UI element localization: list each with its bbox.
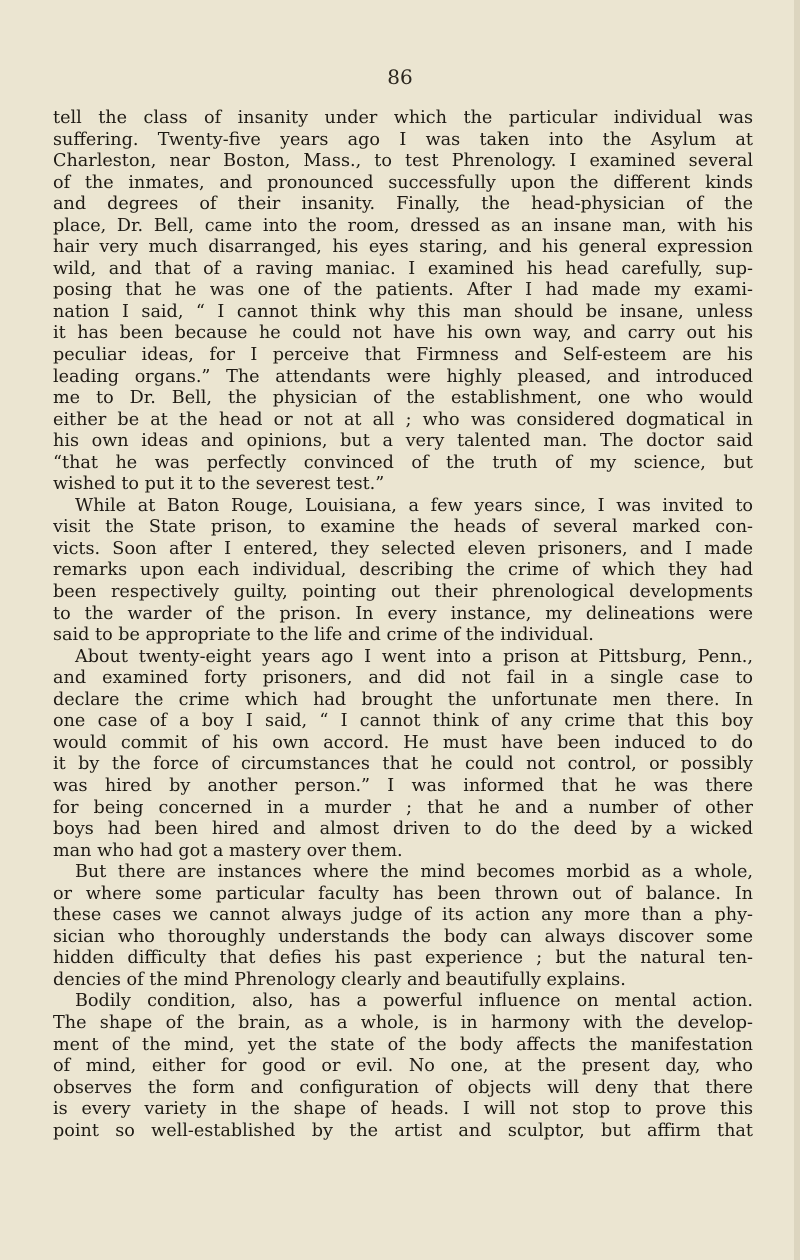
text-line: boys had been hired and almost driven to do the deed by a wicked — [53, 819, 753, 840]
text-line: tell the class of insanity under which the particular individual was — [53, 108, 753, 128]
text-line: The shape of the brain, as a whole, is in harmony with the develop- — [53, 1012, 753, 1033]
text-line: said to be appropriate to the life and crime of the individual. — [53, 625, 594, 646]
page-edge — [794, 0, 800, 1260]
text-line: me to Dr. Bell, the physician of the establishment, one who would — [53, 388, 753, 409]
text-line: wished to put it to the severest test.” — [53, 474, 385, 495]
text-line: it by the force of circumstances that he could not control, or possibly — [53, 754, 753, 775]
text-line: either be at the head or not at all ; who was considered dogmatical in — [53, 409, 753, 430]
text-line: While at Baton Rouge, Louisiana, a few years since, I was invited to — [75, 495, 753, 516]
text-line: been respectively guilty, pointing out their phrenological developments — [53, 582, 753, 603]
text-line: nation I said, “ I cannot think why this man should be insane, unless — [53, 301, 753, 322]
text-line: observes the form and configuration of objects will deny that there — [53, 1077, 753, 1098]
text-line: declare the crime which had brought the unfortunate men there. In — [53, 689, 753, 710]
text-line: But there are instances where the mind becomes morbid as a whole, — [75, 862, 753, 883]
text-line: victs. Soon after I entered, they selected eleven prisoners, and I made — [53, 538, 753, 559]
text-line: these cases we cannot always judge of its action any more than a phy- — [53, 905, 753, 926]
text-line: ment of the mind, yet the state of the body affects the manifestation — [53, 1034, 753, 1055]
page-number: 86 — [387, 65, 413, 89]
text-line: it has been because he could not have his own way, and carry out his — [53, 323, 753, 344]
text-line: to the warder of the prison. In every instance, my delineations were — [53, 603, 753, 624]
text-line: Charleston, near Boston, Mass., to test Phrenology. I examined several — [53, 151, 753, 172]
text-line: of mind, either for good or evil. No one, at the present day, who — [53, 1056, 753, 1077]
text-line: peculiar ideas, for I perceive that Firmness and Self-esteem are his — [53, 345, 753, 366]
text-line: dencies of the mind Phrenology clearly and beautifully explains. — [53, 969, 626, 990]
text-line: and examined forty prisoners, and did not fail in a single case to — [53, 668, 753, 689]
text-line: his own ideas and opinions, but a very talented man. The doctor said — [53, 431, 753, 452]
text-line: hair very much disarranged, his eyes staring, and his general expression — [53, 237, 753, 258]
body-text — [53, 108, 753, 1142]
text-line: point so well-established by the artist and sculptor, but affirm that — [53, 1120, 753, 1141]
text-line: one case of a boy I said, “ I cannot think of any crime that this boy — [53, 711, 753, 732]
text-line: man who had got a mastery over them. — [53, 840, 403, 861]
text-line: Bodily condition, also, has a powerful influence on mental action. — [75, 991, 753, 1012]
text-line: “that he was perfectly convinced of the truth of my science, but — [53, 452, 753, 473]
text-line: leading organs.” The attendants were highly pleased, and introduced — [53, 366, 753, 387]
text-line: suffering. Twenty-five years ago I was taken into the Asylum at — [53, 129, 753, 150]
text-line: of the inmates, and pronounced successfully upon the different kinds — [53, 172, 753, 193]
text-line: and degrees of their insanity. Finally, the head-physician of the — [53, 194, 753, 215]
text-line: hidden difficulty that defies his past experience ; but the natural ten- — [53, 948, 753, 969]
text-line: sician who thoroughly understands the body can always discover some — [53, 926, 753, 947]
text-line: remarks upon each individual, describing the crime of which they had — [53, 560, 753, 581]
text-line: posing that he was one of the patients. After I had made my exami- — [53, 280, 753, 301]
text-line: would commit of his own accord. He must have been induced to do — [53, 732, 753, 753]
text-line: was hired by another person.” I was informed that he was there — [53, 775, 753, 796]
text-line: About twenty-eight years ago I went into a prison at Pittsburg, Penn., — [75, 646, 753, 667]
text-line: place, Dr. Bell, came into the room, dressed as an insane man, with his — [53, 215, 753, 236]
text-line: is every variety in the shape of heads. I will not stop to prove this — [53, 1099, 753, 1120]
text-line: for being concerned in a murder ; that he and a number of other — [53, 797, 753, 818]
text-line: wild, and that of a raving maniac. I examined his head carefully, sup- — [53, 258, 753, 279]
text-line: visit the State prison, to examine the heads of several marked con- — [53, 517, 753, 538]
text-line: or where some particular faculty has been thrown out of balance. In — [53, 883, 753, 904]
